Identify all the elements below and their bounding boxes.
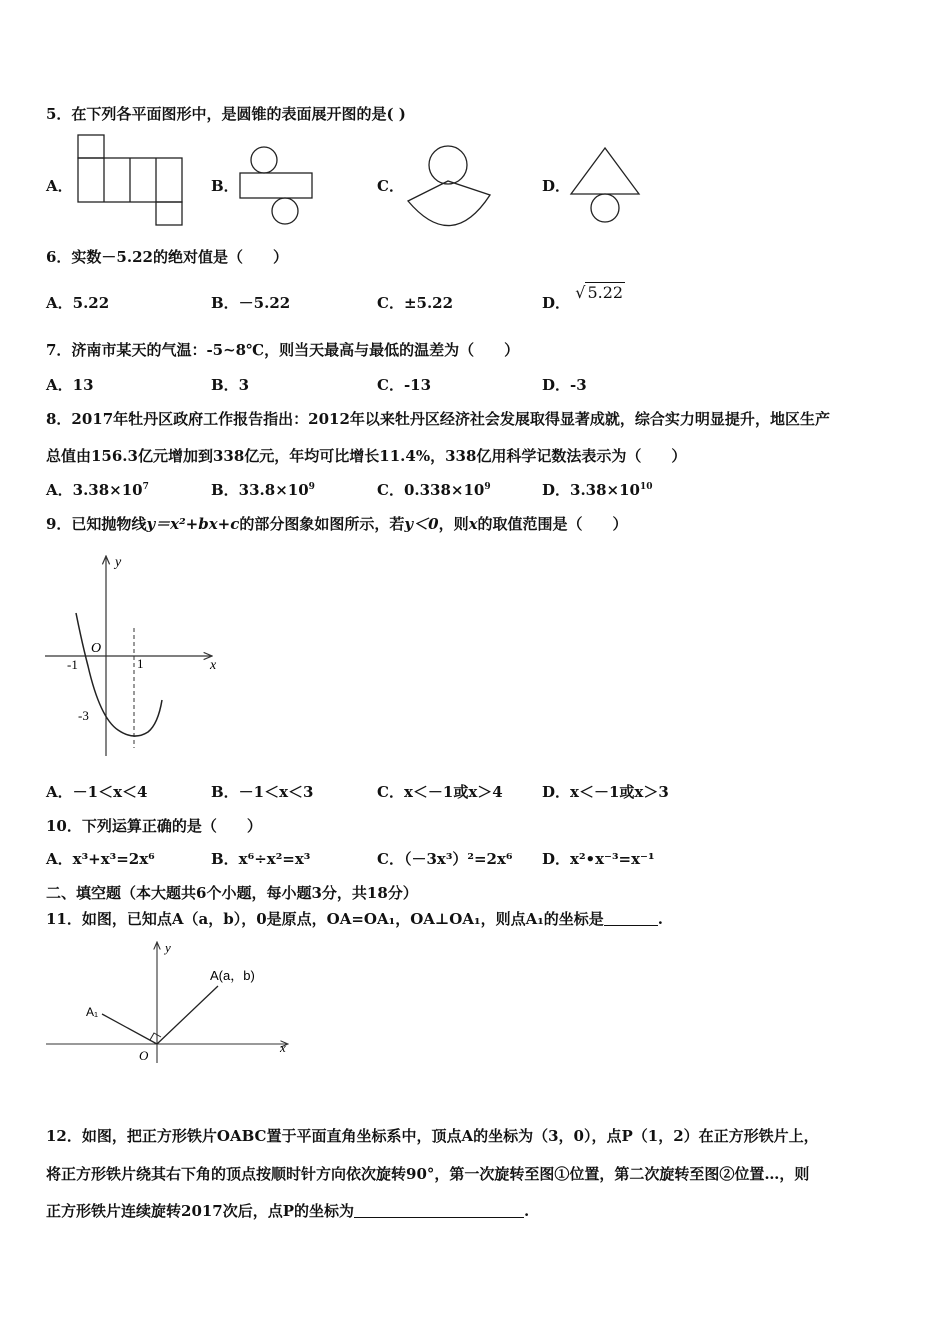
q10-option-c: C．（－3x³）²=2x⁶ xyxy=(377,850,513,868)
q11-stem-end: . xyxy=(657,910,664,928)
segment-oa xyxy=(157,986,218,1044)
q9-option-a: A．－1＜x＜4 xyxy=(46,783,148,801)
q7-option-c: C．-13 xyxy=(377,376,432,394)
question-11-stem xyxy=(46,908,663,929)
q8-b-base: B．33.8×10 xyxy=(211,481,309,499)
q8-option-c xyxy=(377,479,491,500)
tick-label-neg1: -1 xyxy=(67,657,78,672)
q12-line3-text: 正方形铁片连续旋转2017次后，点P的坐标为 xyxy=(46,1202,355,1220)
q5-option-b-label: B． xyxy=(211,177,239,195)
question-6-stem: 6．实数－5.22的绝对值是（ ） xyxy=(46,248,288,266)
net-square-top xyxy=(78,135,104,158)
q9-stem-pre: 9．已知抛物线 xyxy=(46,515,147,533)
q8-d-exponent: 10 xyxy=(639,482,653,492)
question-12-line2: 将正方形铁片绕其右下角的顶点按顺时针方向依次旋转90°，第一次旋转至图①位置，第二次旋转至图②位置…，则 xyxy=(46,1165,810,1183)
q12-line3-end: . xyxy=(524,1202,530,1220)
q9-stem-variable: x xyxy=(468,515,478,533)
q6-option-c: C．±5.22 xyxy=(377,294,454,312)
q11-answer-blank xyxy=(604,911,658,926)
q10-option-d: D．x²•x⁻³=x⁻¹ xyxy=(542,850,655,868)
q9-stem-condition: y＜0 xyxy=(404,515,439,533)
y-axis-label: y xyxy=(165,940,171,955)
q5-option-d-label: D． xyxy=(542,177,571,195)
question-5-stem: 5．在下列各平面图形中，是圆锥的表面展开图的是( ) xyxy=(46,105,406,123)
point-a1-label: A₁ xyxy=(86,1005,99,1019)
q6-option-d-label: D． xyxy=(542,294,571,312)
net-square-bottom xyxy=(156,202,182,225)
q5-figure-c-cone-net xyxy=(404,143,496,229)
segment-oa1 xyxy=(102,1014,157,1044)
q12-answer-blank xyxy=(354,1203,524,1218)
q11-stem-text: 11．如图，已知点A（a，b），0是原点，OA=OA₁，OA⊥OA₁，则点A₁的坐标是 xyxy=(46,910,604,928)
q10-option-b: B．x⁶÷x²=x³ xyxy=(211,850,311,868)
q5-figure-b-cylinder-net xyxy=(238,145,314,229)
question-9-stem xyxy=(46,513,628,534)
origin-label: O xyxy=(139,1048,149,1063)
sqrt-radicand: 5.22 xyxy=(587,283,624,302)
q7-option-d: D．-3 xyxy=(542,376,587,394)
q6-option-b: B．－5.22 xyxy=(211,294,291,312)
q8-c-exponent: 9 xyxy=(484,482,491,492)
q8-b-exponent: 9 xyxy=(308,482,315,492)
q8-a-base: A．3.38×10 xyxy=(46,481,143,499)
q8-a-exponent: 7 xyxy=(142,482,149,492)
y-axis-label: y xyxy=(115,555,122,570)
question-8-stem-line2: 总值由156.3亿元增加到338亿元，年均可比增长11.4%，338亿用科学记数法表示为（ ） xyxy=(46,447,687,465)
square-root-expression: √ 5.22 xyxy=(575,283,624,302)
q9-option-b: B．－1＜x＜3 xyxy=(211,783,314,801)
x-axis-label: x xyxy=(280,1040,286,1055)
q5-figure-d-pyramid-net xyxy=(568,145,642,227)
question-12-line3 xyxy=(46,1200,529,1221)
q6-option-d xyxy=(542,283,625,313)
question-7-stem: 7．济南市某天的气温：-5~8℃，则当天最高与最低的温差为（ ） xyxy=(46,341,520,359)
q9-stem-mid: 的部分图象如图所示，若 xyxy=(239,515,405,533)
question-10-stem: 10．下列运算正确的是（ ） xyxy=(46,817,262,835)
q7-option-b: B．3 xyxy=(211,376,250,394)
q8-d-base: D．3.38×10 xyxy=(542,481,640,499)
question-12-line1: 12．如图，把正方形铁片OABC置于平面直角坐标系中，顶点A的坐标为（3，0），点P（1，2）在正方形铁片上， xyxy=(46,1127,819,1145)
q5-option-c-label: C． xyxy=(377,177,404,195)
q11-coordinate-figure xyxy=(44,938,294,1068)
q5-figure-a-net xyxy=(76,133,186,229)
tick-label-neg3: -3 xyxy=(78,708,89,723)
q9-option-c: C．x＜－1或x＞4 xyxy=(377,783,503,801)
q8-c-base: C．0.338×10 xyxy=(377,481,485,499)
q10-option-a: A．x³+x³=2x⁶ xyxy=(46,850,155,868)
q9-stem-post: ，则 xyxy=(438,515,469,533)
origin-label: O xyxy=(91,641,102,656)
question-8-stem-line1: 8．2017年牡丹区政府工作报告指出：2012年以来牡丹区经济社会发展取得显著成就，综合实力明显提升，地区生产 xyxy=(46,410,830,428)
q7-option-a: A．13 xyxy=(46,376,94,394)
q6-option-a: A．5.22 xyxy=(46,294,110,312)
point-a-label: A(a，b) xyxy=(210,968,255,983)
q9-stem-end: 的取值范围是（ ） xyxy=(477,515,628,533)
section-2-heading: 二、填空题（本大题共6个小题，每小题3分，共18分） xyxy=(46,884,418,902)
q8-option-a xyxy=(46,479,149,500)
q8-option-b xyxy=(211,479,315,500)
q9-option-d: D．x＜－1或x＞3 xyxy=(542,783,669,801)
q9-stem-equation: y＝x²+bx+c xyxy=(146,515,240,533)
tick-label-1: 1 xyxy=(137,656,144,671)
parabola-curve xyxy=(76,613,162,736)
q9-parabola-graph xyxy=(40,548,230,763)
q8-option-d xyxy=(542,479,653,500)
right-angle-mark xyxy=(150,1033,161,1040)
q5-option-a-label: A． xyxy=(46,177,73,195)
x-axis-label: x xyxy=(210,658,217,673)
